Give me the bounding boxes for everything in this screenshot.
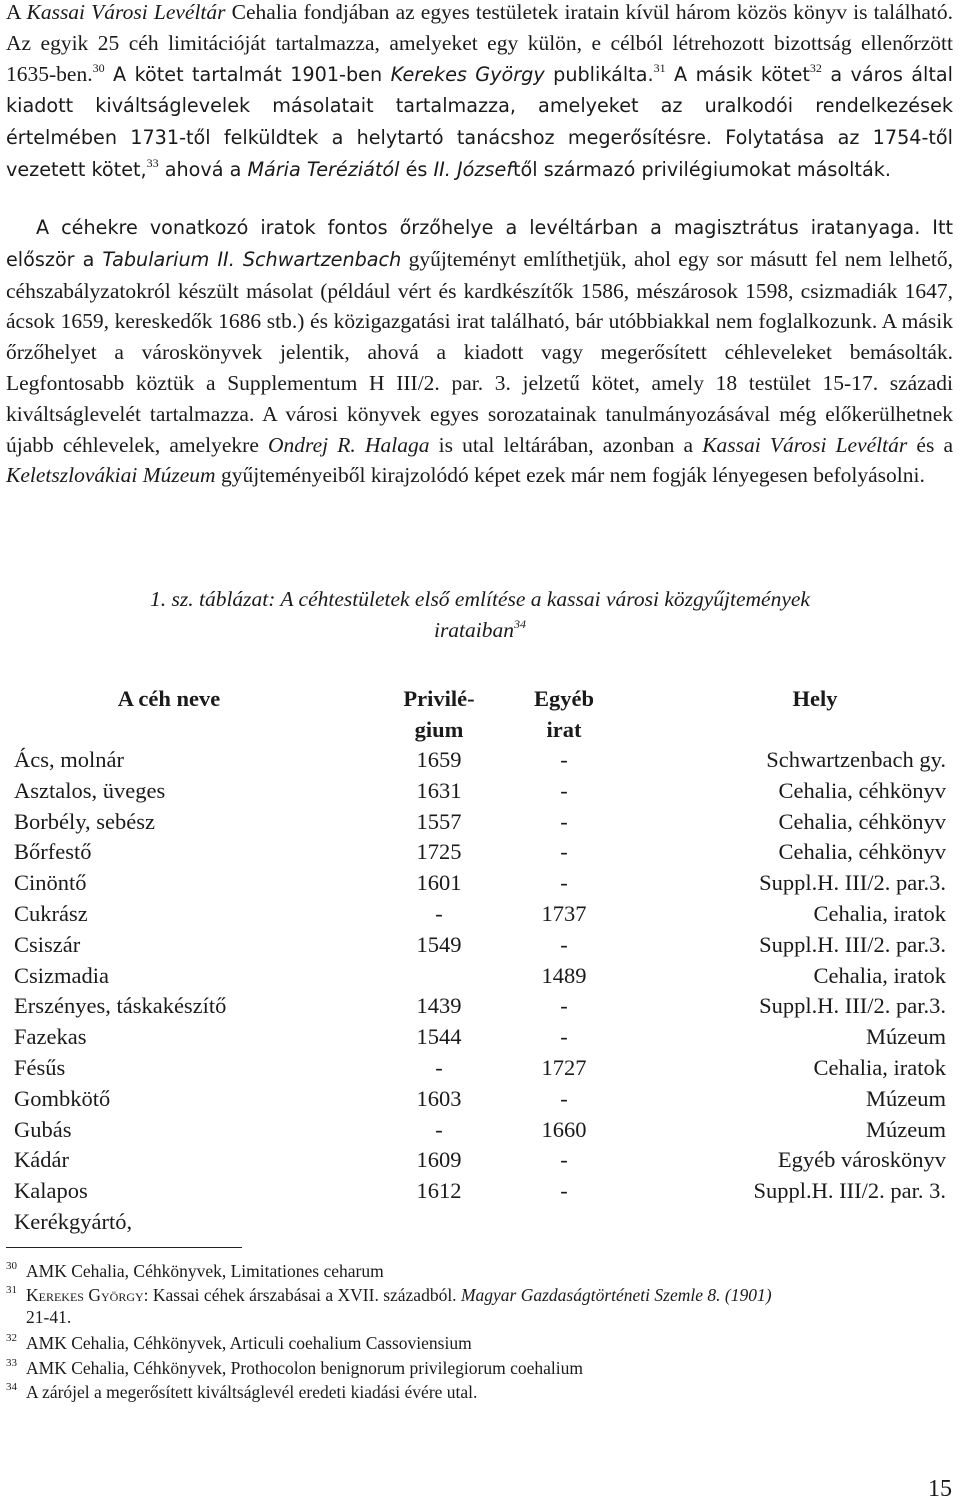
other-document-year-cell: - xyxy=(560,931,568,957)
other-document-year-cell: 1660 xyxy=(541,1116,587,1142)
privilege-year-cell: - xyxy=(435,1054,443,1080)
author-name: Ondrej R. Halaga xyxy=(268,432,430,457)
table-caption xyxy=(60,584,900,646)
table-row xyxy=(14,776,946,807)
text-run: is utal leltárában, azonban a xyxy=(429,432,703,457)
footnote-number: 34 xyxy=(6,1381,17,1393)
column-header-privilege xyxy=(374,683,504,745)
footnote-30 xyxy=(6,1260,956,1282)
location-cell: Cehalia, céhkönyv xyxy=(778,808,946,834)
location-cell: Cehalia, céhkönyv xyxy=(778,777,946,803)
table-row xyxy=(14,961,946,992)
footnote-ref-30[interactable]: 30 xyxy=(92,60,105,75)
footnote-journal: Magyar Gazdaságtörténeti Szemle 8. (1901) xyxy=(460,1285,772,1305)
table-row xyxy=(14,807,946,838)
table-row xyxy=(14,1022,946,1053)
guild-name-cell: Csizmadia xyxy=(14,962,109,988)
guild-name-cell: Gubás xyxy=(14,1116,72,1142)
other-document-year-cell: - xyxy=(560,993,568,1019)
table-row xyxy=(14,1207,946,1238)
other-document-year-cell: - xyxy=(560,747,568,772)
privilege-year-cell: 1631 xyxy=(416,777,462,803)
footnote-number: 30 xyxy=(6,1260,17,1272)
guild-name-cell: Fésűs xyxy=(14,1054,66,1080)
other-document-year-cell: - xyxy=(560,1178,568,1204)
footnote-33 xyxy=(6,1357,956,1379)
table-row xyxy=(14,991,946,1022)
guild-name-cell: Cukrász xyxy=(14,900,88,926)
header-text: Privilé- gium xyxy=(403,686,475,742)
other-document-year-cell: - xyxy=(560,1147,568,1173)
person-name: II. József xyxy=(433,157,514,181)
footnote-author: Kerekes György: xyxy=(26,1285,149,1305)
archive-name: Kassai Városi Levéltár xyxy=(26,0,226,24)
location-cell: Egyéb városkönyv xyxy=(777,1147,946,1173)
guild-name-cell: Ács, molnár xyxy=(14,747,124,772)
location-cell: Schwartzenbach gy. xyxy=(766,747,946,772)
text-run: gyűjteményeiből kirajzolódó képet ezek már nem fogják lényegesen befolyásolni. xyxy=(215,463,925,488)
text-run: A céhekre vonatkozó iratok fontos őrzőhelye a levéltárban a magisztrátus iratanyaga. Itt először a xyxy=(6,216,953,271)
guild-name-cell: Csiszár xyxy=(14,931,81,957)
table-row xyxy=(14,745,946,776)
footnote-text: AMK Cehalia, Céhkönyvek, Prothocolon benignorum privilegiorum coehalium xyxy=(26,1358,583,1378)
text-run: A kötet tartalmát 1901-ben xyxy=(104,62,391,86)
location-cell: Suppl.H. III/2. par.3. xyxy=(759,870,946,896)
text-run: publikálta. xyxy=(544,62,654,86)
footnote-number: 31 xyxy=(6,1284,17,1296)
guild-name-cell: Kerékgyártó, xyxy=(14,1208,133,1234)
archive-name: Kassai Városi Levéltár xyxy=(702,432,908,457)
guild-name-cell: Cinöntő xyxy=(14,870,87,896)
privilege-year-cell: 1439 xyxy=(416,993,462,1019)
guild-name-cell: Kalapos xyxy=(14,1178,88,1204)
text-run: gyűjteményt említhetjük, ahol egy sor másutt fel nem lelhető, céhszabályzatokról készült másolat (például vért és kardkészítők 1586, mészárosok 1598, csizmadiák 1647, ácsok 1659, kereskedők 1686 stb.) és közigazgatási irat található, bár utóbbiakkal nem foglalkozunk. A másik őrzőhelyet a városkönyvek jelentik, ahová a kiadott vagy megerősített céhleveleket bemásolták. Legfontosabb köztük a Supplementum H III/2. par. 3. jelzetű kötet, amely 18 testület 15-17. századi kiváltságlevelét tartalmazza. A városi könyvek egyes sorozatainak tanulmányozásával még előkerülhetnek újabb céhlevelek, amelyekre xyxy=(6,246,953,457)
footnote-divider xyxy=(6,1247,242,1248)
person-name: Mária Teréziától xyxy=(247,157,400,181)
privilege-year-cell: 1603 xyxy=(416,1085,462,1111)
table-row xyxy=(14,868,946,899)
location-cell: Cehalia, céhkönyv xyxy=(778,839,946,865)
other-document-year-cell: 1489 xyxy=(541,962,587,988)
privilege-year-cell: - xyxy=(435,900,443,926)
location-cell: Múzeum xyxy=(866,1085,946,1111)
guild-name-cell: Bőrfestő xyxy=(14,839,92,865)
location-cell: Suppl.H. III/2. par. 3. xyxy=(753,1178,946,1204)
location-cell: Cehalia, iratok xyxy=(813,900,946,926)
location-cell: Cehalia, iratok xyxy=(813,962,946,988)
privilege-year-cell: 1601 xyxy=(416,870,462,896)
privilege-year-cell xyxy=(374,961,504,992)
table-row xyxy=(14,1145,946,1176)
footnote-34 xyxy=(6,1381,956,1403)
column-header-other-document xyxy=(504,683,624,745)
location-cell: Múzeum xyxy=(866,1024,946,1050)
other-document-year-cell: - xyxy=(560,1024,568,1050)
column-header-guild-name: A céh neve xyxy=(117,686,221,711)
author-name: Kerekes György xyxy=(390,62,545,86)
text-run: ahová a xyxy=(158,157,248,181)
table-row xyxy=(14,837,946,868)
footnote-ref-34[interactable]: 34 xyxy=(514,617,527,631)
privilege-year-cell: 1612 xyxy=(416,1178,462,1204)
location-cell xyxy=(624,1207,946,1238)
caption-line-1: 1. sz. táblázat: A céhtestületek első említése a kassai városi közgyűjtemények xyxy=(150,587,810,611)
footnote-ref-32[interactable]: 32 xyxy=(809,60,822,75)
footnote-pages: 21-41. xyxy=(26,1307,72,1327)
body-paragraph-2 xyxy=(6,212,953,491)
table-row xyxy=(14,1084,946,1115)
footnote-text xyxy=(6,1284,956,1328)
footnote-32 xyxy=(6,1332,956,1354)
privilege-year-cell xyxy=(374,1207,504,1238)
museum-name: Keletszlovákiai Múzeum xyxy=(6,463,216,488)
other-document-year-cell xyxy=(504,1207,624,1238)
location-cell: Múzeum xyxy=(866,1116,946,1142)
text-run: és a xyxy=(907,432,953,457)
privilege-year-cell: 1557 xyxy=(416,808,462,834)
footnote-text: AMK Cehalia, Céhkönyvek, Limitationes ceharum xyxy=(26,1261,384,1281)
table-row xyxy=(14,930,946,961)
other-document-year-cell: - xyxy=(560,839,568,865)
table-body xyxy=(14,745,946,1238)
privilege-year-cell: - xyxy=(435,1116,443,1142)
text-run: Cehalia fondjában az egyes testületek iratain kívül három közös könyv is található. Az egyik 25 céh limitációját tartalmazza, amelyeket egy külön, e célból létrehozott bizottság ellenőrzött 1635-ben. xyxy=(6,0,953,86)
body-paragraph-1 xyxy=(6,0,953,186)
privilege-year-cell: 1549 xyxy=(416,931,462,957)
collection-name: Tabularium II. Schwartzenbach xyxy=(102,247,402,271)
guild-name-cell: Borbély, sebész xyxy=(14,808,155,834)
text-run: és xyxy=(399,157,434,181)
table-row xyxy=(14,899,946,930)
footnote-31 xyxy=(6,1284,956,1328)
table-row xyxy=(14,1176,946,1207)
footnote-number: 33 xyxy=(6,1357,17,1369)
guild-name-cell: Fazekas xyxy=(14,1024,87,1050)
header-text: Egyéb irat xyxy=(533,686,594,742)
guild-name-cell: Asztalos, üveges xyxy=(14,777,166,803)
location-cell: Suppl.H. III/2. par.3. xyxy=(759,931,946,957)
location-cell: Cehalia, iratok xyxy=(813,1054,946,1080)
table-row xyxy=(14,1115,946,1146)
other-document-year-cell: 1737 xyxy=(541,900,587,926)
table-header-row xyxy=(14,683,946,745)
page-number: 15 xyxy=(928,1476,952,1502)
guild-name-cell: Kádár xyxy=(14,1147,69,1173)
footnote-text: AMK Cehalia, Céhkönyvek, Articuli coehalium Cassoviensium xyxy=(26,1333,472,1353)
other-document-year-cell: 1727 xyxy=(541,1054,587,1080)
footnote-ref-31[interactable]: 31 xyxy=(653,60,666,75)
other-document-year-cell: - xyxy=(560,870,568,896)
footnote-number: 32 xyxy=(6,1332,17,1344)
table-row xyxy=(14,1053,946,1084)
guild-name-cell: Gombkötő xyxy=(14,1085,111,1111)
privilege-year-cell: 1544 xyxy=(416,1024,462,1050)
privilege-year-cell: 1659 xyxy=(416,747,462,772)
other-document-year-cell: - xyxy=(560,777,568,803)
location-cell: Suppl.H. III/2. par.3. xyxy=(759,993,946,1019)
other-document-year-cell: - xyxy=(560,1085,568,1111)
guild-table xyxy=(14,683,946,1238)
text-run: A másik kötet xyxy=(665,62,810,86)
column-header-location: Hely xyxy=(792,686,838,711)
privilege-year-cell: 1725 xyxy=(416,839,462,865)
footnote-text: A zárójel a megerősített kiváltságlevél eredeti kiadási évére utal. xyxy=(26,1382,478,1402)
caption-line-2: irataiban xyxy=(433,618,515,642)
guild-name-cell: Erszényes, táskakészítő xyxy=(14,993,227,1019)
text-run: A xyxy=(6,0,27,24)
text-run: től származó privilégiumokat másolták. xyxy=(513,157,891,181)
other-document-year-cell: - xyxy=(560,808,568,834)
footnote-title: Kassai céhek árszabásai a XVII. századból. xyxy=(148,1285,461,1305)
privilege-year-cell: 1609 xyxy=(416,1147,462,1173)
text-run: a város által kiadott kiváltságlevelek másolatait tartalmazza, amelyeket az uralkodói rendelkezések értelmében 1731-től felküldtek a helytartó tanácshoz megerősítésre. Folytatása az 1754-től vezetett kötet, xyxy=(6,62,954,181)
footnote-ref-33[interactable]: 33 xyxy=(146,155,159,170)
